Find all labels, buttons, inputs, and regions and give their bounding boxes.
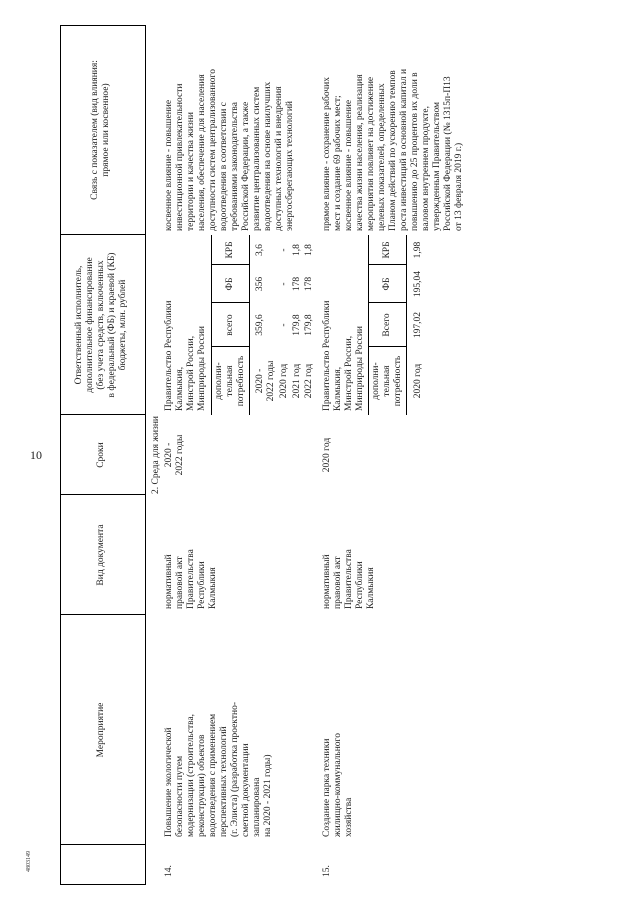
header-exec-3: (без учета средств, включенных <box>96 260 106 390</box>
row-14-doc-2: правовой акт <box>175 556 185 609</box>
row-15-fin-total-head: Всего <box>382 313 392 337</box>
row-15-number: 15. <box>322 865 332 877</box>
row-15-link-10: валовом внутреннем продукте, <box>421 106 431 231</box>
row-14-fin-r2-label: 2020 год <box>279 363 289 399</box>
row-14-number: 14. <box>164 865 174 877</box>
row-15-exec-4: Минприроды России <box>355 326 365 411</box>
row-15-event-2: жилищно-коммунального <box>333 733 343 837</box>
row-14-fin-r2-krb: - <box>279 248 289 252</box>
document-id: 4803149 <box>26 851 32 872</box>
row-15-link-1: прямое влияние - сохранение рабочих <box>322 77 332 231</box>
row-14-fin-r1-krb: 3,6 <box>255 244 265 256</box>
row-14-fin-r3-label: 2021 год <box>292 363 302 399</box>
row-15-terms: 2020 год <box>322 437 332 473</box>
row-14-exec-4: Минприроды России <box>197 326 207 411</box>
row-14-fin-r1-label-1: 2020 - <box>255 368 265 394</box>
row-15-event-1: Создание парка техники <box>322 738 332 837</box>
section-heading: 2. Среда для жизни <box>151 416 161 494</box>
row-14-exec-2: Калмыкия, <box>175 366 185 411</box>
row-14-link-5: доступности систем централизованного <box>208 69 218 231</box>
row-15-exec-1: Правительство Республики <box>322 300 332 411</box>
row-15-fin-r1-label: 2020 год <box>413 363 423 399</box>
header-exec-1: Ответственный исполнитель, <box>74 265 84 385</box>
header-terms: Сроки <box>96 442 106 468</box>
row-14-fin-r4-label: 2022 год <box>304 363 314 399</box>
row-14-doc-5: Калмыкия <box>208 567 218 609</box>
row-14-link-8: Российской Федерации, а также <box>241 101 251 231</box>
row-14-link-2: инвестиционной привлекательности <box>175 83 185 231</box>
row-14-link-1: косвенное влияние - повышение <box>164 99 174 231</box>
row-15-link-12: Российской Федерации (№ 1315п-П13 <box>443 76 453 231</box>
row-14-fin-total-head: всего <box>225 314 235 336</box>
row-14-fin-r4-total: 179,8 <box>304 314 314 336</box>
row-15-doc-4: Республики <box>355 561 365 609</box>
row-15-link-6: целевых показателей, определенных <box>377 83 387 231</box>
row-14-fin-r1-label-2: 2022 годы <box>266 360 276 402</box>
row-14-fin-need-1: дополни- <box>214 362 224 400</box>
row-15-doc-5: Калмыкия <box>366 567 376 609</box>
row-14-event-4: реконструкции) объектов <box>197 734 207 837</box>
row-15-link-8: роста инвестиций в основной капитал и <box>399 68 409 231</box>
row-14-link-10: водоотведения на основе наилучших <box>263 81 273 231</box>
row-14-terms-2: 2022 годы <box>175 434 185 476</box>
row-14-event-3: модернизации (строительства, <box>186 713 196 837</box>
row-15-fin-r1-total: 197,02 <box>413 311 423 339</box>
row-14-link-7: требованиями законодательства <box>230 101 240 231</box>
row-14-event-1: Повышение экологической <box>164 727 174 837</box>
row-14-fin-r3-fb: 178 <box>292 276 302 292</box>
header-link-2: прямое или косвенное) <box>101 83 111 177</box>
row-15-fin-need-1: дополни- <box>371 362 381 400</box>
row-14-link-4: населения, обеспечение для населения <box>197 74 207 231</box>
row-14-event-9: запланирована <box>252 777 262 837</box>
row-14-fin-need-3: потребность <box>236 355 246 407</box>
row-15-fin-r1-fb: 195,04 <box>413 270 423 298</box>
row-15-fin-fb-head: ФБ <box>382 277 392 291</box>
row-14-fin-r1-total: 359,6 <box>255 314 265 336</box>
row-15-link-5: мероприятия повлияет на достижение <box>366 76 376 231</box>
row-14-doc-4: Республики <box>197 561 207 609</box>
row-15-fin-krb-head: КРБ <box>382 241 392 259</box>
header-doc-type: Вид документа <box>96 524 106 586</box>
row-14-fin-r3-krb: 1,8 <box>292 244 302 256</box>
row-15-doc-3: Правительства <box>344 549 354 609</box>
row-14-link-6: водоотведения в соответствии с <box>219 102 229 231</box>
row-15-doc-2: правовой акт <box>333 556 343 609</box>
row-14-event-10: на 2020 - 2021 годы) <box>263 754 273 837</box>
row-14-link-11: доступных технологий и внедрения <box>274 86 284 231</box>
row-14-exec-1: Правительство Республики <box>164 300 174 411</box>
row-15-exec-3: Минстрой России, <box>344 335 354 411</box>
row-15-link-11: утвержденным Правительством <box>432 101 442 231</box>
row-14-fin-r1-fb: 356 <box>255 276 265 292</box>
row-15-link-13: от 13 февраля 2019 г.) <box>454 142 464 231</box>
row-15-link-4: качества жизни населения, реализация <box>355 74 365 231</box>
row-14-link-3: территории и качества жизни <box>186 112 196 231</box>
row-14-fin-r2-fb: - <box>279 282 289 286</box>
row-15-doc-1: нормативный <box>322 554 332 609</box>
row-14-fin-fb-head: ФБ <box>225 277 235 291</box>
row-14-link-12: энергосберегающих технологий <box>285 101 295 231</box>
row-15-fin-need-3: потребность <box>393 355 403 407</box>
header-link-1: Связь с показателем (вид влияния: <box>90 60 100 200</box>
row-15-event-3: хозяйства <box>344 797 354 837</box>
row-14-fin-r4-krb: 1,8 <box>304 244 314 256</box>
row-14-event-8: сметной документации <box>241 743 251 837</box>
rotated-table <box>60 25 605 885</box>
row-14-exec-3: Минстрой России, <box>186 335 196 411</box>
row-14-event-2: безопасности путем <box>175 755 185 837</box>
row-14-event-5: водоотведения с применением <box>208 713 218 837</box>
row-14-fin-need-2: тельная <box>225 365 235 397</box>
row-15-link-2: мест и создание 69 рабочих мест; <box>333 95 343 231</box>
header-exec-4: в федеральный (ФБ) и краевой (КБ) <box>107 252 117 398</box>
row-14-doc-3: Правительства <box>186 549 196 609</box>
header-exec-2: дополнительное финансирование <box>85 257 95 393</box>
row-14-fin-r2-total: - <box>279 323 289 327</box>
row-14-fin-krb-head: КРБ <box>225 241 235 259</box>
header-exec-5: бюджеты, млн. рублей <box>118 279 128 371</box>
page-number: 10 <box>30 448 42 462</box>
row-14-event-6: перспективных технологий <box>219 726 229 837</box>
row-15-link-9: повышению до 25 процентов их доли в <box>410 72 420 231</box>
row-14-fin-r3-total: 179,8 <box>292 314 302 336</box>
row-15-link-3: косвенное влияние - повышение <box>344 99 354 231</box>
row-14-doc-1: нормативный <box>164 554 174 609</box>
row-14-fin-r4-fb: 178 <box>304 276 314 292</box>
header-event: Мероприятие <box>96 702 106 758</box>
row-14-event-7: (г. Элиста) (разработка проектно- <box>230 701 240 837</box>
row-14-link-9: развитие централизованных систем <box>252 86 262 231</box>
row-15-fin-r1-krb: 1,98 <box>413 241 423 259</box>
row-15-link-7: Планом действий по ускорению темпов <box>388 70 398 231</box>
row-14-terms-1: 2020 - <box>164 442 174 468</box>
row-15-exec-2: Калмыкия, <box>333 366 343 411</box>
row-15-fin-need-2: тельная <box>382 365 392 397</box>
